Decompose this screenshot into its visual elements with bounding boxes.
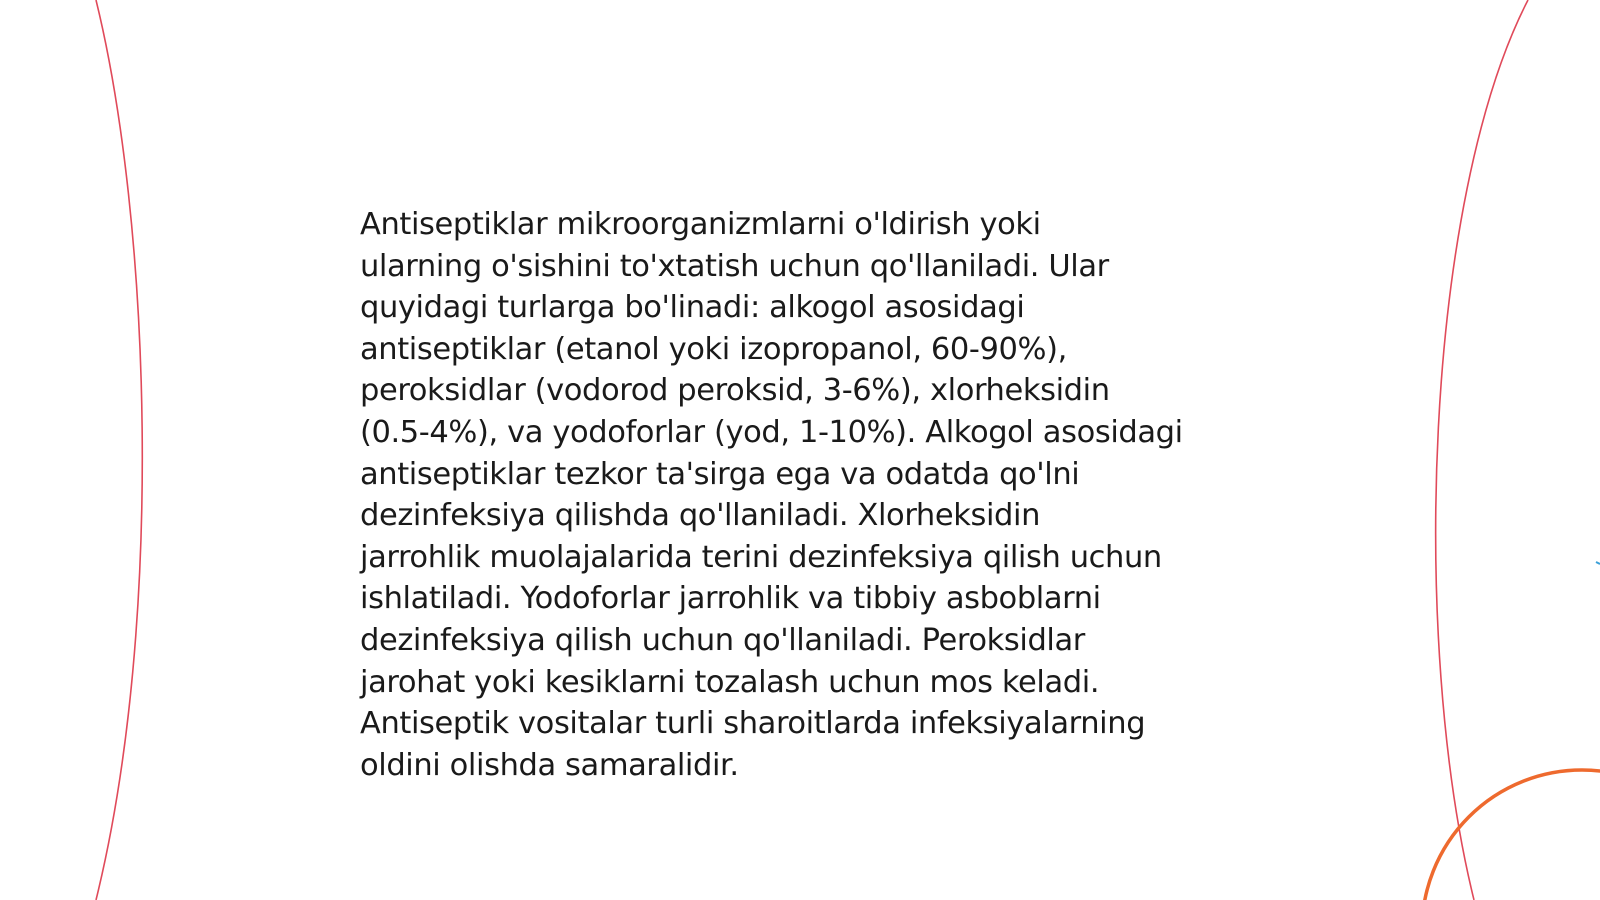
blue-accent-mark (1596, 562, 1600, 564)
orange-circle-arc (1422, 770, 1600, 900)
slide-body-text: Antiseptiklar mikroorganizmlarni o'ldirish yoki ularning o'sishini to'xtatish uchun qo'llaniladi. Ular quyidagi turlarga bo'linadi: alkogol asosidagi antiseptiklar (etanol yoki izopropanol, 60-90%), peroksidlar (vodorod peroksid, 3-6%), xlorheksidin (0.5-4%), va yodoforlar (yod, 1-10%). Alkogol asosidagi antiseptiklar tezkor ta'sirga ega va odatda qo'lni dezinfeksiya qilishda qo'llaniladi. Xlorheksidin jarrohlik muolajalarida terini dezinfeksiya qilish uchun ishlatiladi. Yodoforlar jarrohlik va tibbiy asboblarni dezinfeksiya qilish uchun qo'llaniladi. Peroksidlar jarohat yoki kesiklarni tozalash uchun mos keladi. Antiseptik vositalar turli sharoitlarda infeksiyalarning oldini olishda samaralidir. (360, 207, 1183, 783)
right-decorative-curve (1436, 0, 1528, 900)
left-decorative-curve (96, 0, 142, 900)
